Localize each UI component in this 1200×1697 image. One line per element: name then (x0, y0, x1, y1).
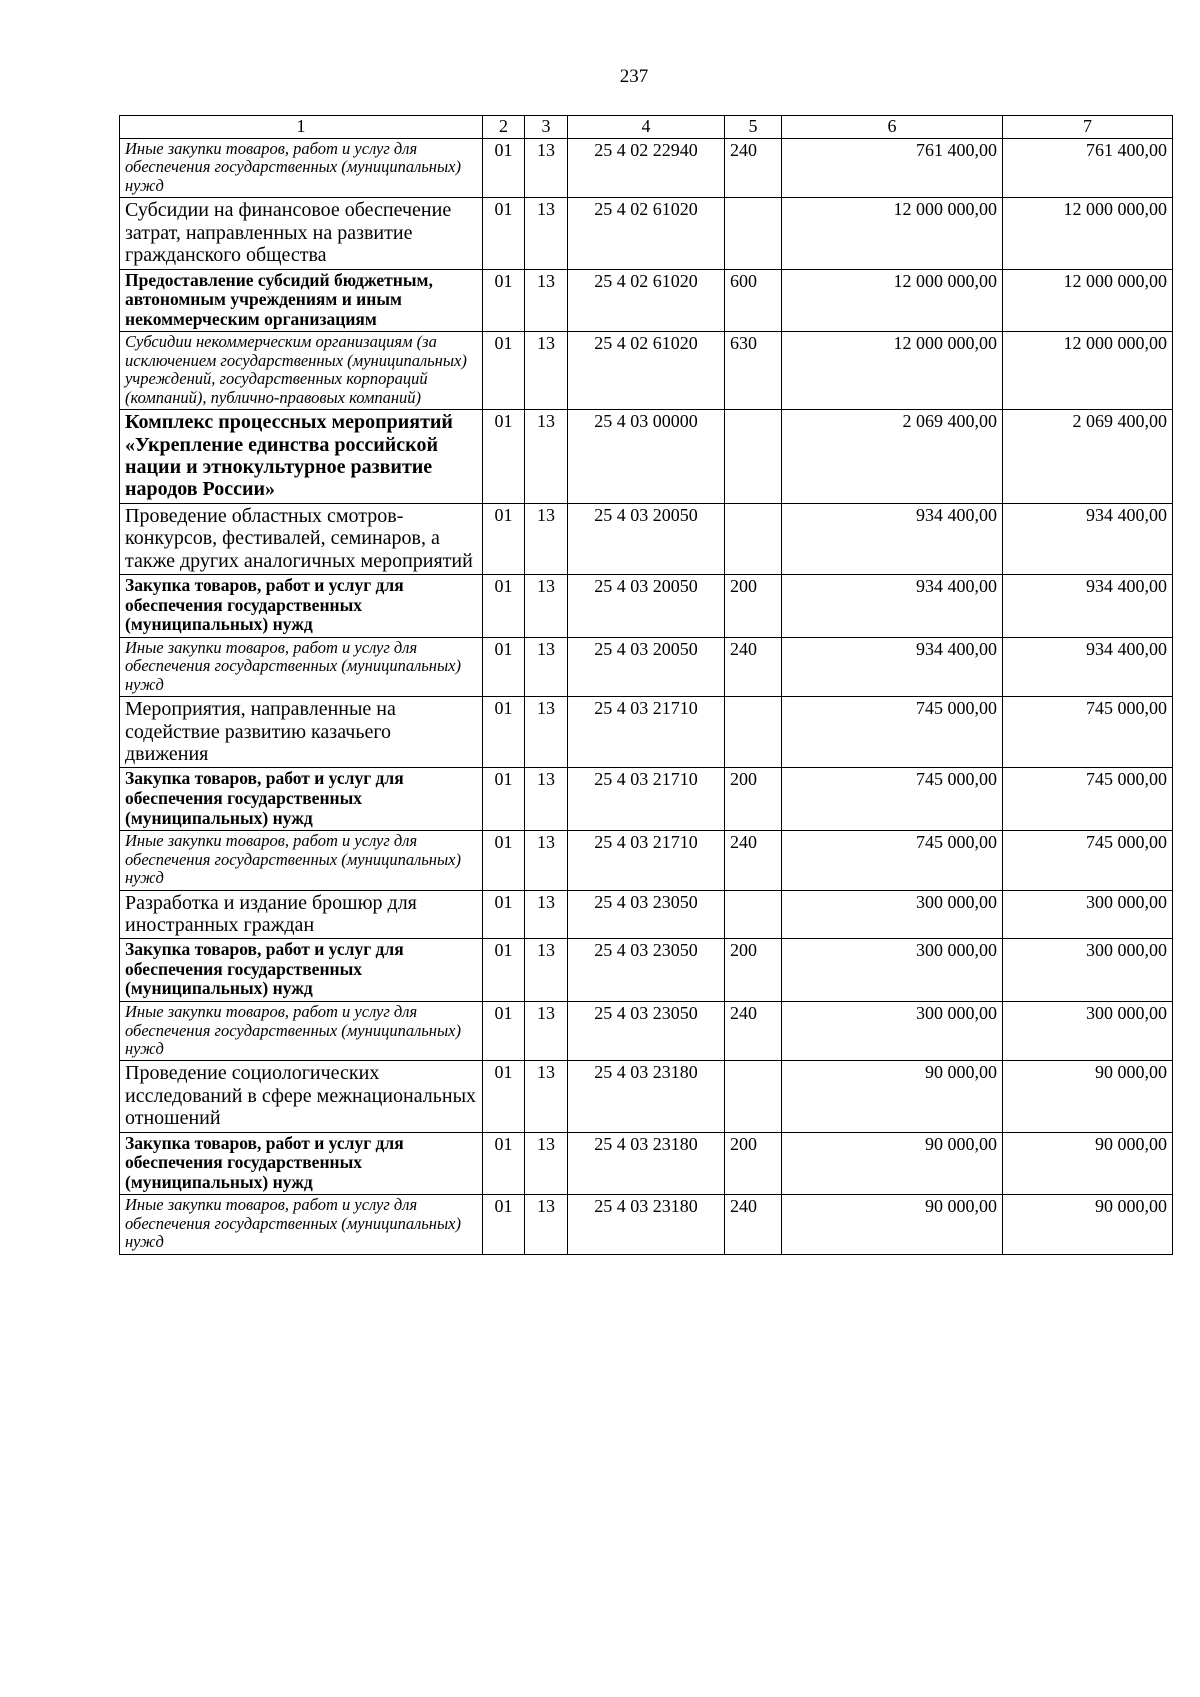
target-article-cell: 25 4 02 61020 (568, 332, 725, 410)
subsection-code-cell: 13 (525, 1061, 568, 1132)
amount-col6-cell: 745 000,00 (782, 697, 1003, 768)
table-row (120, 1002, 1173, 1061)
amount-col6-cell: 12 000 000,00 (782, 332, 1003, 410)
target-article-cell: 25 4 03 21710 (568, 768, 725, 831)
amount-col7-cell: 12 000 000,00 (1003, 269, 1173, 332)
expense-type-cell: 200 (725, 939, 782, 1002)
amount-col6-cell: 300 000,00 (782, 939, 1003, 1002)
section-code-cell: 01 (483, 890, 525, 939)
target-article-cell: 25 4 03 00000 (568, 410, 725, 504)
subsection-code-cell: 13 (525, 332, 568, 410)
section-code-cell: 01 (483, 637, 525, 696)
amount-col7-cell: 12 000 000,00 (1003, 198, 1173, 269)
amount-col6-cell: 745 000,00 (782, 831, 1003, 890)
table-row (120, 198, 1173, 269)
subsection-code-cell: 13 (525, 890, 568, 939)
row-name-cell: Закупка товаров, работ и услуг для обеспечения государственных (муниципальных) нужд (120, 768, 483, 831)
section-code-cell: 01 (483, 697, 525, 768)
target-article-cell: 25 4 03 23180 (568, 1195, 725, 1254)
section-code-cell: 01 (483, 1132, 525, 1195)
expense-type-cell: 240 (725, 1195, 782, 1254)
expense-type-cell (725, 697, 782, 768)
target-article-cell: 25 4 02 61020 (568, 198, 725, 269)
expense-type-cell: 240 (725, 637, 782, 696)
section-code-cell: 01 (483, 831, 525, 890)
section-code-cell: 01 (483, 269, 525, 332)
amount-col6-cell: 12 000 000,00 (782, 269, 1003, 332)
row-name-cell: Иные закупки товаров, работ и услуг для обеспечения государственных (муниципальных) нужд (120, 1002, 483, 1061)
table-row (120, 503, 1173, 574)
table-row (120, 410, 1173, 504)
amount-col7-cell: 934 400,00 (1003, 503, 1173, 574)
subsection-code-cell: 13 (525, 637, 568, 696)
target-article-cell: 25 4 03 23050 (568, 1002, 725, 1061)
amount-col6-cell: 12 000 000,00 (782, 198, 1003, 269)
expense-type-cell (725, 503, 782, 574)
row-name-cell: Закупка товаров, работ и услуг для обеспечения государственных (муниципальных) нужд (120, 939, 483, 1002)
header-cell-5: 5 (725, 116, 782, 139)
row-name-cell: Иные закупки товаров, работ и услуг для обеспечения государственных (муниципальных) нужд (120, 1195, 483, 1254)
target-article-cell: 25 4 03 21710 (568, 831, 725, 890)
header-cell-1: 1 (120, 116, 483, 139)
expense-type-cell (725, 198, 782, 269)
expense-type-cell (725, 1061, 782, 1132)
section-code-cell: 01 (483, 939, 525, 1002)
table-row (120, 831, 1173, 890)
section-code-cell: 01 (483, 198, 525, 269)
section-code-cell: 01 (483, 139, 525, 198)
amount-col6-cell: 90 000,00 (782, 1132, 1003, 1195)
header-row (120, 116, 1173, 139)
target-article-cell: 25 4 03 23050 (568, 939, 725, 1002)
amount-col6-cell: 934 400,00 (782, 637, 1003, 696)
table-row (120, 890, 1173, 939)
section-code-cell: 01 (483, 574, 525, 637)
amount-col7-cell: 300 000,00 (1003, 939, 1173, 1002)
target-article-cell: 25 4 03 20050 (568, 503, 725, 574)
row-name-cell: Субсидии некоммерческим организациям (за исключением государственных (муниципальных) учреждений, государственных корпораций (компаний), публично-правовых компаний) (120, 332, 483, 410)
row-name-cell: Закупка товаров, работ и услуг для обеспечения государственных (муниципальных) нужд (120, 574, 483, 637)
table-row (120, 269, 1173, 332)
header-cell-7: 7 (1003, 116, 1173, 139)
subsection-code-cell: 13 (525, 697, 568, 768)
target-article-cell: 25 4 03 23050 (568, 890, 725, 939)
subsection-code-cell: 13 (525, 1002, 568, 1061)
expense-type-cell: 630 (725, 332, 782, 410)
expense-type-cell (725, 890, 782, 939)
amount-col7-cell: 2 069 400,00 (1003, 410, 1173, 504)
expense-type-cell: 600 (725, 269, 782, 332)
amount-col7-cell: 90 000,00 (1003, 1061, 1173, 1132)
expense-type-cell: 240 (725, 831, 782, 890)
amount-col7-cell: 12 000 000,00 (1003, 332, 1173, 410)
subsection-code-cell: 13 (525, 1132, 568, 1195)
section-code-cell: 01 (483, 332, 525, 410)
row-name-cell: Закупка товаров, работ и услуг для обеспечения государственных (муниципальных) нужд (120, 1132, 483, 1195)
header-cell-6: 6 (782, 116, 1003, 139)
page-number: 237 (619, 66, 649, 87)
expense-type-cell: 200 (725, 574, 782, 637)
amount-col7-cell: 745 000,00 (1003, 831, 1173, 890)
budget-table (119, 115, 1173, 1255)
subsection-code-cell: 13 (525, 939, 568, 1002)
row-name-cell: Проведение областных смотров-конкурсов, фестивалей, семинаров, а также других аналогичных мероприятий (120, 503, 483, 574)
amount-col7-cell: 761 400,00 (1003, 139, 1173, 198)
subsection-code-cell: 13 (525, 410, 568, 504)
table-row (120, 332, 1173, 410)
expense-type-cell: 200 (725, 768, 782, 831)
target-article-cell: 25 4 03 23180 (568, 1132, 725, 1195)
header-cell-3: 3 (525, 116, 568, 139)
amount-col6-cell: 761 400,00 (782, 139, 1003, 198)
amount-col7-cell: 90 000,00 (1003, 1132, 1173, 1195)
table-row (120, 1195, 1173, 1254)
row-name-cell: Проведение социологических исследований в сфере межнациональных отношений (120, 1061, 483, 1132)
amount-col7-cell: 300 000,00 (1003, 1002, 1173, 1061)
table-row (120, 939, 1173, 1002)
row-name-cell: Комплекс процессных мероприятий «Укрепление единства российской нации и этнокультурное развитие народов России» (120, 410, 483, 504)
amount-col7-cell: 745 000,00 (1003, 768, 1173, 831)
subsection-code-cell: 13 (525, 831, 568, 890)
row-name-cell: Предоставление субсидий бюджетным, автономным учреждениям и иным некоммерческим организациям (120, 269, 483, 332)
section-code-cell: 01 (483, 410, 525, 504)
amount-col6-cell: 934 400,00 (782, 574, 1003, 637)
amount-col6-cell: 934 400,00 (782, 503, 1003, 574)
header-cell-4: 4 (568, 116, 725, 139)
amount-col7-cell: 934 400,00 (1003, 637, 1173, 696)
amount-col6-cell: 90 000,00 (782, 1061, 1003, 1132)
amount-col6-cell: 745 000,00 (782, 768, 1003, 831)
section-code-cell: 01 (483, 1002, 525, 1061)
amount-col7-cell: 300 000,00 (1003, 890, 1173, 939)
subsection-code-cell: 13 (525, 139, 568, 198)
subsection-code-cell: 13 (525, 269, 568, 332)
subsection-code-cell: 13 (525, 198, 568, 269)
row-name-cell: Мероприятия, направленные на содействие развитию казачьего движения (120, 697, 483, 768)
table-row (120, 1061, 1173, 1132)
amount-col7-cell: 90 000,00 (1003, 1195, 1173, 1254)
amount-col6-cell: 90 000,00 (782, 1195, 1003, 1254)
target-article-cell: 25 4 03 20050 (568, 574, 725, 637)
table-row (120, 768, 1173, 831)
section-code-cell: 01 (483, 503, 525, 574)
amount-col7-cell: 745 000,00 (1003, 697, 1173, 768)
section-code-cell: 01 (483, 1195, 525, 1254)
section-code-cell: 01 (483, 768, 525, 831)
subsection-code-cell: 13 (525, 503, 568, 574)
target-article-cell: 25 4 03 21710 (568, 697, 725, 768)
row-name-cell: Иные закупки товаров, работ и услуг для обеспечения государственных (муниципальных) нужд (120, 637, 483, 696)
section-code-cell: 01 (483, 1061, 525, 1132)
amount-col7-cell: 934 400,00 (1003, 574, 1173, 637)
target-article-cell: 25 4 02 61020 (568, 269, 725, 332)
subsection-code-cell: 13 (525, 768, 568, 831)
target-article-cell: 25 4 03 20050 (568, 637, 725, 696)
subsection-code-cell: 13 (525, 1195, 568, 1254)
table-row (120, 574, 1173, 637)
header-cell-2: 2 (483, 116, 525, 139)
row-name-cell: Субсидии на финансовое обеспечение затрат, направленных на развитие гражданского общества (120, 198, 483, 269)
table-row (120, 697, 1173, 768)
amount-col6-cell: 2 069 400,00 (782, 410, 1003, 504)
amount-col6-cell: 300 000,00 (782, 1002, 1003, 1061)
row-name-cell: Иные закупки товаров, работ и услуг для обеспечения государственных (муниципальных) нужд (120, 139, 483, 198)
table-row (120, 1132, 1173, 1195)
row-name-cell: Разработка и издание брошюр для иностранных граждан (120, 890, 483, 939)
expense-type-cell (725, 410, 782, 504)
table-row (120, 637, 1173, 696)
target-article-cell: 25 4 03 23180 (568, 1061, 725, 1132)
expense-type-cell: 240 (725, 139, 782, 198)
table-row (120, 139, 1173, 198)
expense-type-cell: 200 (725, 1132, 782, 1195)
expense-type-cell: 240 (725, 1002, 782, 1061)
subsection-code-cell: 13 (525, 574, 568, 637)
row-name-cell: Иные закупки товаров, работ и услуг для обеспечения государственных (муниципальных) нужд (120, 831, 483, 890)
amount-col6-cell: 300 000,00 (782, 890, 1003, 939)
target-article-cell: 25 4 02 22940 (568, 139, 725, 198)
